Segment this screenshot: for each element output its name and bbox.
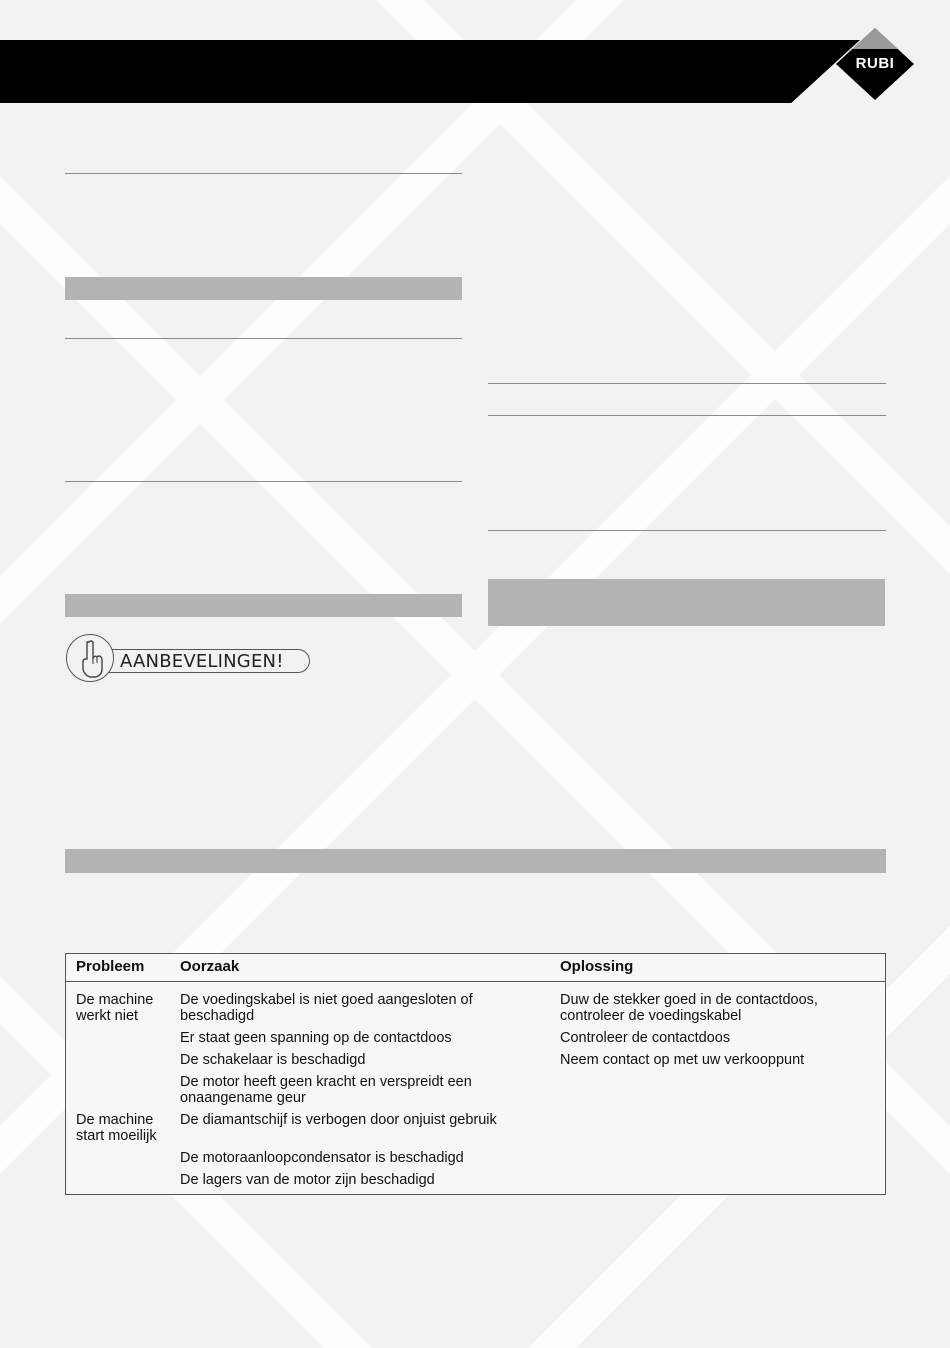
divider-line bbox=[65, 338, 462, 339]
troubleshooting-table bbox=[65, 953, 886, 1195]
solution-cell bbox=[550, 1150, 886, 1172]
problem-cell: De machine werkt niet bbox=[76, 992, 154, 1024]
callout-label: AANBEVELINGEN! bbox=[120, 651, 284, 672]
divider-line bbox=[488, 383, 886, 384]
section-heading-band bbox=[65, 849, 886, 873]
solution-cell: Duw de stekker goed in de contactdoos, controleer de voedingskabel bbox=[560, 992, 818, 1024]
problem-cell bbox=[66, 1052, 171, 1074]
cause-cell: De lagers van de motor zijn beschadigd bbox=[180, 1172, 435, 1188]
problem-cell bbox=[66, 1030, 171, 1052]
header-bar bbox=[0, 40, 860, 103]
header-cause: Oorzaak bbox=[170, 954, 550, 982]
cause-cell: De diamantschijf is verbogen door onjuist gebruik bbox=[180, 1112, 497, 1128]
header-problem: Probleem bbox=[66, 954, 171, 982]
table-row bbox=[66, 982, 886, 1031]
section-heading-band bbox=[65, 277, 462, 300]
section-heading-band bbox=[65, 594, 462, 617]
divider-line bbox=[65, 481, 462, 482]
problem-cell bbox=[66, 1150, 171, 1172]
logo-text: RUBI bbox=[855, 55, 895, 72]
problem-cell bbox=[66, 1172, 171, 1195]
divider-line bbox=[488, 530, 886, 531]
cause-cell: De voedingskabel is niet goed aangesloten of beschadigd bbox=[180, 992, 473, 1024]
solution-cell: Neem contact op met uw verkooppunt bbox=[560, 1052, 805, 1068]
solution-cell bbox=[550, 1112, 886, 1150]
callout-icon-circle bbox=[66, 634, 114, 682]
header-solution: Oplossing bbox=[550, 954, 886, 982]
problem-cell bbox=[66, 1074, 171, 1112]
table-row bbox=[66, 1074, 886, 1112]
table-row bbox=[66, 1150, 886, 1172]
problem-cell: De machine start moeilijk bbox=[76, 1112, 157, 1144]
cause-cell: Er staat geen spanning op de contactdoos bbox=[180, 1030, 452, 1046]
cause-cell: De motor heeft geen kracht en verspreidt een onaangename geur bbox=[180, 1074, 472, 1106]
pointing-hand-icon bbox=[77, 639, 105, 679]
cause-cell: De schakelaar is beschadigd bbox=[180, 1052, 366, 1068]
table-row bbox=[66, 1112, 886, 1150]
table-row bbox=[66, 1030, 886, 1052]
divider-line bbox=[488, 415, 886, 416]
recommendations-callout bbox=[66, 634, 316, 686]
divider-line bbox=[65, 173, 462, 174]
section-heading-band bbox=[488, 579, 885, 626]
cause-cell: De motoraanloopcondensator is beschadigd bbox=[180, 1150, 464, 1166]
table-header-row bbox=[66, 954, 886, 982]
solution-cell: Controleer de contactdoos bbox=[560, 1030, 731, 1046]
solution-cell bbox=[550, 1074, 886, 1112]
table-row bbox=[66, 1052, 886, 1074]
solution-cell bbox=[550, 1172, 886, 1195]
table-row bbox=[66, 1172, 886, 1195]
